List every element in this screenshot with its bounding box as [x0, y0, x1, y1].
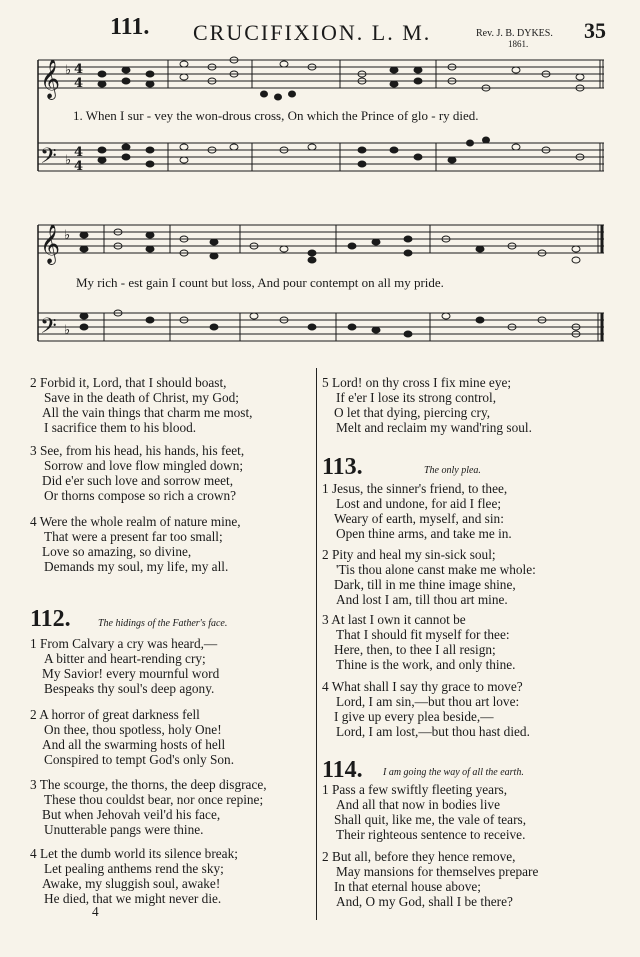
svg-text:𝄢: 𝄢 [40, 314, 57, 344]
verse-112-4: 4 Let the dumb world its silence break; Let pealing anthems rend the sky; Awake, my sluggish soul, awake! He died, that we might never die. [30, 846, 238, 906]
column-divider [316, 368, 317, 920]
svg-text:♭: ♭ [64, 323, 71, 338]
verse-113-2: 2 Pity and heal my sin-sick soul; 'Tis thou alone canst make me whole: Dark, till in me thine image shine, And lost I am, till thou art mine. [322, 547, 536, 607]
verse-114-2: 2 But all, before they hence remove, May mansions for themselves prepare In that eternal house above; And, O my God, shall I be there? [322, 849, 539, 909]
hymn-114-number: 114. [322, 757, 363, 783]
svg-text:♭: ♭ [65, 63, 72, 78]
svg-text:𝄞: 𝄞 [40, 59, 61, 99]
lyrics-line-2: My rich - est gain I count but loss, And pour contempt on all my pride. [76, 275, 444, 290]
verse-112-1: 1 From Calvary a cry was heard,— A bitter and heart-rending cry; My Savior! every mournful word Bespeaks thy soul's deep agony. [30, 636, 220, 696]
hymn-number: 111. [110, 14, 150, 40]
svg-text:4: 4 [74, 145, 84, 160]
verse-111-2: 2 Forbid it, Lord, that I should boast, Save in the death of Christ, my God; All the vain things that charm me most, I sacrifice them to his blood. [30, 375, 253, 435]
svg-text:𝄢: 𝄢 [40, 144, 57, 174]
composition-year: 1861. [508, 39, 529, 49]
svg-text:4: 4 [74, 62, 84, 77]
svg-text:4: 4 [74, 76, 84, 91]
svg-text:♭: ♭ [65, 153, 72, 168]
verse-113-4: 4 What shall I say thy grace to move? Lord, I am sin,—but thou art love: I give up every plea beside,— Lord, I am lost,—but thou hast died. [322, 679, 530, 739]
verse-112-3: 3 The scourge, the thorns, the deep disgrace, These thou couldst bear, nor once repine; But when Jehovah veil'd his face, Unutterable pangs were thine. [30, 777, 267, 837]
verse-114-1: 1 Pass a few swiftly fleeting years, And all that now in bodies live Shall quit, like me, the vale of tears, Their righteous sentence to receive. [322, 782, 527, 842]
composer: Rev. J. B. DYKES. [476, 28, 553, 39]
hymn-113-number: 113. [322, 454, 363, 480]
lyrics-line-1: 1. When I sur - vey the won-drous cross, On which the Prince of glo - ry died. [73, 108, 479, 123]
tune-title: CRUCIFIXION. L. M. [193, 20, 432, 45]
verse-111-5: 5 Lord! on thy cross I fix mine eye; If e'er I lose its strong control, O let that dying, piercing cry, Melt and reclaim my wand'ring soul. [322, 375, 532, 435]
signature-mark: 4 [92, 904, 99, 919]
hymn-113-subtitle: The only plea. [424, 465, 481, 476]
hymn-112-subtitle: The hidings of the Father's face. [98, 618, 228, 629]
verse-112-2: 2 A horror of great darkness fell On thee, thou spotless, holy One! And all the swarming hosts of hell Conspired to tempt God's only Son. [30, 707, 235, 767]
svg-text:𝄞: 𝄞 [40, 224, 61, 264]
verse-111-3: 3 See, from his head, his hands, his feet, Sorrow and love flow mingled down; Did e'er such love and sorrow meet, Or thorns compose so rich a crown? [30, 443, 245, 503]
svg-text:4: 4 [74, 159, 84, 174]
music-system-2 [0, 0, 640, 360]
verse-113-1: 1 Jesus, the sinner's friend, to thee, Lost and undone, for aid I flee; Weary of earth, myself, and sin: Open thine arms, and take me in. [322, 481, 512, 541]
svg-text:♭: ♭ [64, 228, 71, 243]
hymn-114-subtitle: I am going the way of all the earth. [383, 767, 524, 778]
verse-113-3: 3 At last I own it cannot be That I should fit myself for thee: Here, then, to thee I all resign; Thine is the work, and only thine. [322, 612, 516, 672]
verse-111-4: 4 Were the whole realm of nature mine, That were a present far too small; Love so amazing, so divine, Demands my soul, my life, my all. [30, 514, 241, 574]
hymn-112-number: 112. [30, 606, 71, 632]
page-number: 35 [584, 18, 606, 43]
